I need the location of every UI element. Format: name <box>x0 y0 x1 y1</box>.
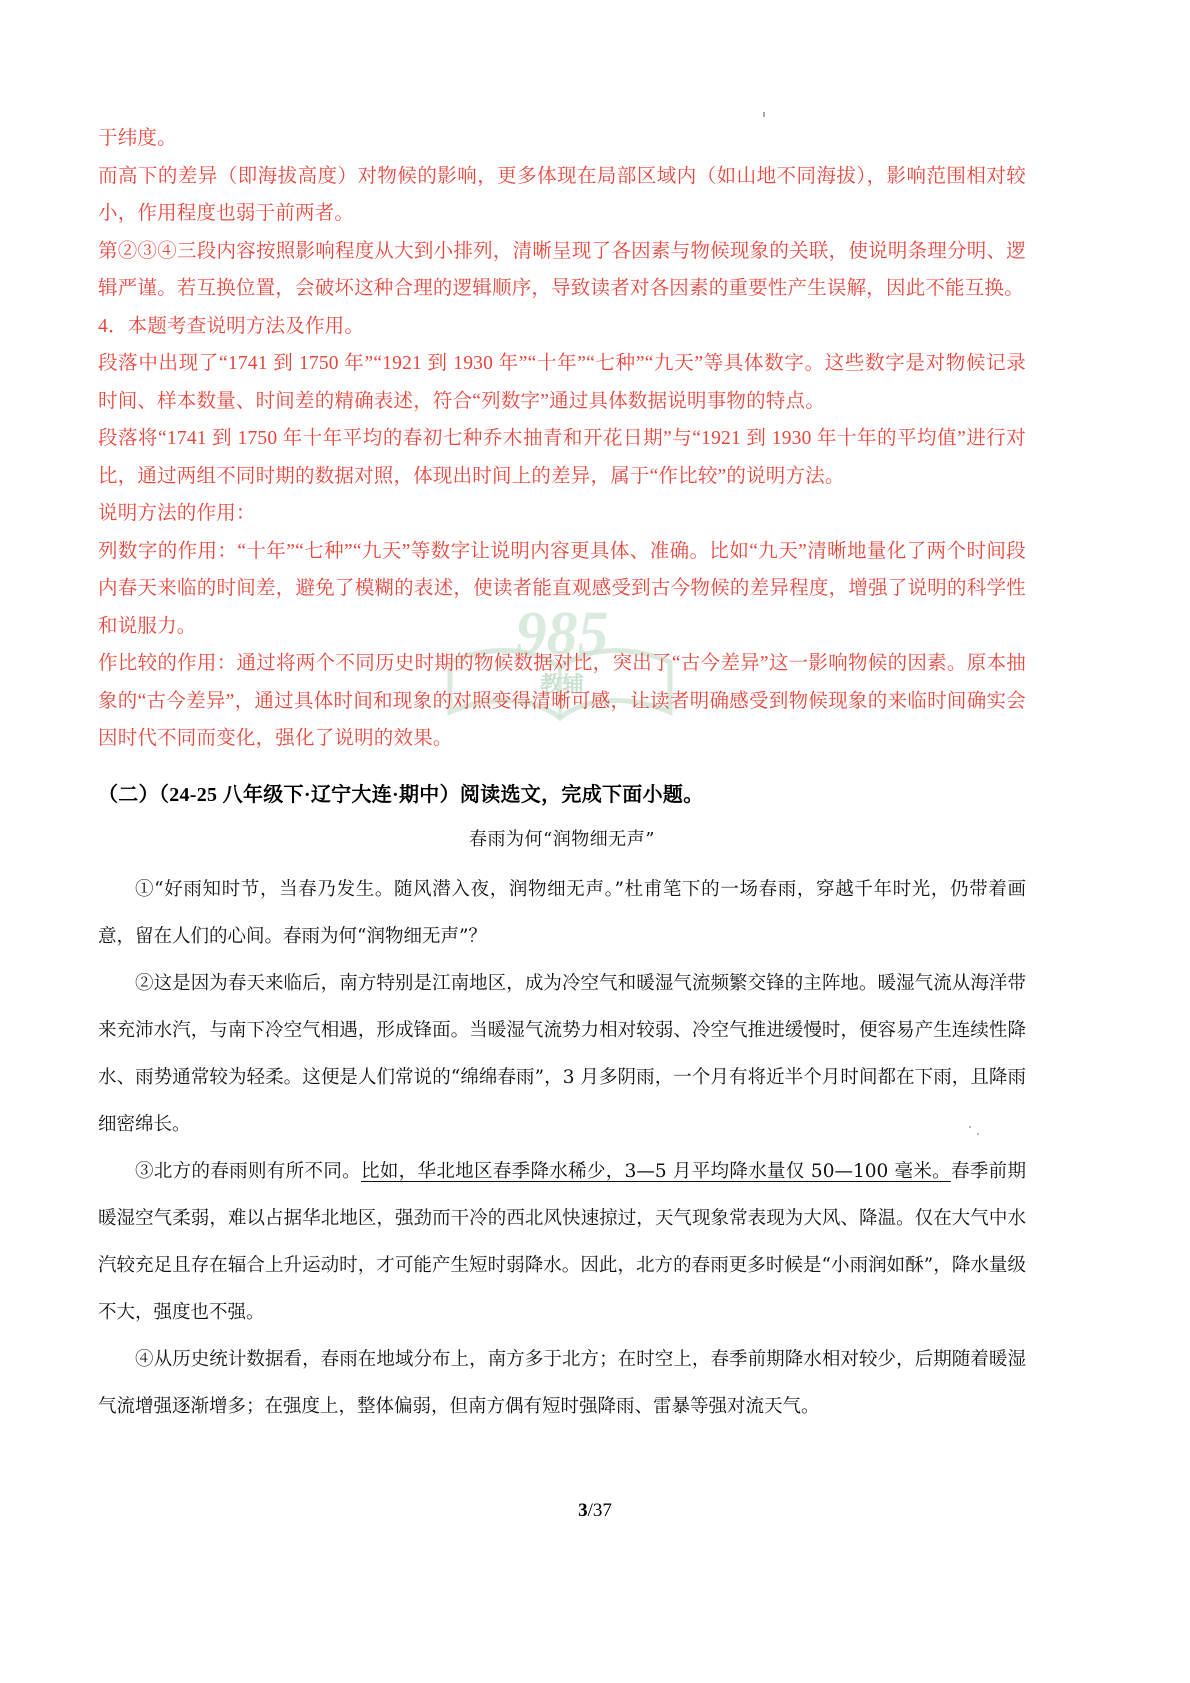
underlined-statement: 比如，华北地区春季降水稀少，3—5 月平均降水量仅 50—100 毫米。 <box>361 1160 951 1182</box>
section-heading: （二）（24-25 八年级下·辽宁大连·期中）阅读选文，完成下面小题。 <box>98 783 704 806</box>
paragraph-text-before-underline: 北方的春雨则有所不同。 <box>153 1160 361 1182</box>
explanation-line: 第②③④三段内容按照影响程度从大到小排列，清晰呈现了各因素与物候现象的关联，使说明条理分明、逻辑严谨。若互换位置，会破坏这种合理的逻辑顺序，导致读者对各因素的重要性产生误解，因此不能互换。 <box>98 240 1026 299</box>
explanation-line: 于纬度。 <box>98 128 177 149</box>
scan-speck <box>763 112 765 117</box>
paragraph-marker: ① <box>135 878 155 900</box>
total-page-count: 37 <box>592 1500 612 1521</box>
explanation-line: 段落中出现了“1741 到 1750 年”“1921 到 1930 年”“十年”“七种”“九天”等具体数字。这些数字是对物候记录时间、样本数量、时间差的精确表述，符合“列数字”通过具体数据说明事物的特点。 <box>98 353 1026 412</box>
article-body <box>98 820 1026 1430</box>
article-paragraph-3 <box>98 1148 1026 1336</box>
paragraph-text: 从历史统计数据看，春雨在地域分布上，南方多于北方；在时空上，春季前期降水相对较少，后期随着暖湿气流增强逐渐增多；在强度上，整体偏弱，但南方偶有短时强降雨、雷暴等强对流天气。 <box>98 1348 1026 1417</box>
paragraph-marker: ③ <box>135 1160 154 1182</box>
article-title: 春雨为何“润物细无声” <box>469 828 655 850</box>
explanation-line: 4．本题考查说明方法及作用。 <box>98 315 365 337</box>
page-separator: / <box>587 1500 593 1521</box>
explanation-line: 段落将“1741 到 1750 年十年平均的春初七种乔木抽青和开花日期”与“1921 到 1930 年十年的平均值”进行对比，通过两组不同时期的数据对照，体现出时间上的差异，属于“作比较”的说明方法。 <box>98 428 1026 487</box>
svg-text:985: 985 <box>515 600 609 668</box>
explanation-line: 列数字的作用：“十年”“七种”“九天”等数字让说明内容更具体、准确。比如“九天”清晰地量化了两个时间段内春天来临的时间差，避免了模糊的表述，使读者能直观感受到古今物候的差异程度，增强了说明的科学性和说服力。 <box>98 540 1026 637</box>
article-paragraph-2 <box>98 960 1026 1148</box>
current-page-number: 3 <box>578 1500 588 1521</box>
page-content <box>98 120 1026 1430</box>
paragraph-marker: ④ <box>135 1348 154 1370</box>
explanation-line: 而高下的差异（即海拔高度）对物候的影响，更多体现在局部区域内（如山地不同海拔），影响范围相对较小，作用程度也弱于前两者。 <box>98 165 1026 224</box>
article-paragraph-4 <box>98 1336 1026 1430</box>
article-paragraph-1 <box>98 866 1026 960</box>
paragraph-text-after-underline: 春季前期暖湿空气柔弱，难以占据华北地区，强劲而干冷的西北风快速掠过，天气现象常表现为大风、降温。仅在大气中水汽较充足且存在辐合上升运动时，才可能产生短时弱降水。因此，北方的春雨更多时候是“小雨润如酥”，降水量级不大，强度也不强。 <box>98 1160 1026 1323</box>
paragraph-text: “好雨知时节，当春乃发生。随风潜入夜，润物细无声。”杜甫笔下的一场春雨，穿越千年时光，仍带着画意，留在人们的心间。春雨为何“润物细无声”？ <box>98 878 1026 947</box>
svg-text:教辅: 教辅 <box>539 672 585 697</box>
explanation-line: 说明方法的作用： <box>98 503 256 524</box>
explanation-line: 作比较的作用：通过将两个不同历史时期的物候数据对比，突出了“古今差异”这一影响物候的因素。原本抽象的“古今差异”，通过具体时间和现象的对照变得清晰可感，让读者明确感受到物候现象的来临时间确实会因时代不同而变化，强化了说明的效果。 <box>98 653 1026 749</box>
paragraph-text: 这是因为春天来临后，南方特别是江南地区，成为冷空气和暖湿气流频繁交锋的主阵地。暖湿气流从海洋带来充沛水汽，与南下冷空气相遇，形成锋面。当暖湿气流势力相对较弱、冷空气推进缓慢时，便容易产生连续性降水、雨势通常较为轻柔。这便是人们常说的“绵绵春雨”，3 月多阴雨，一个月有将近半个月时间都在下雨，且降雨细密绵长。 <box>98 972 1026 1135</box>
page-footer <box>0 1500 1190 1522</box>
answer-explanation-block <box>98 120 1026 758</box>
paragraph-marker: ② <box>135 972 154 994</box>
